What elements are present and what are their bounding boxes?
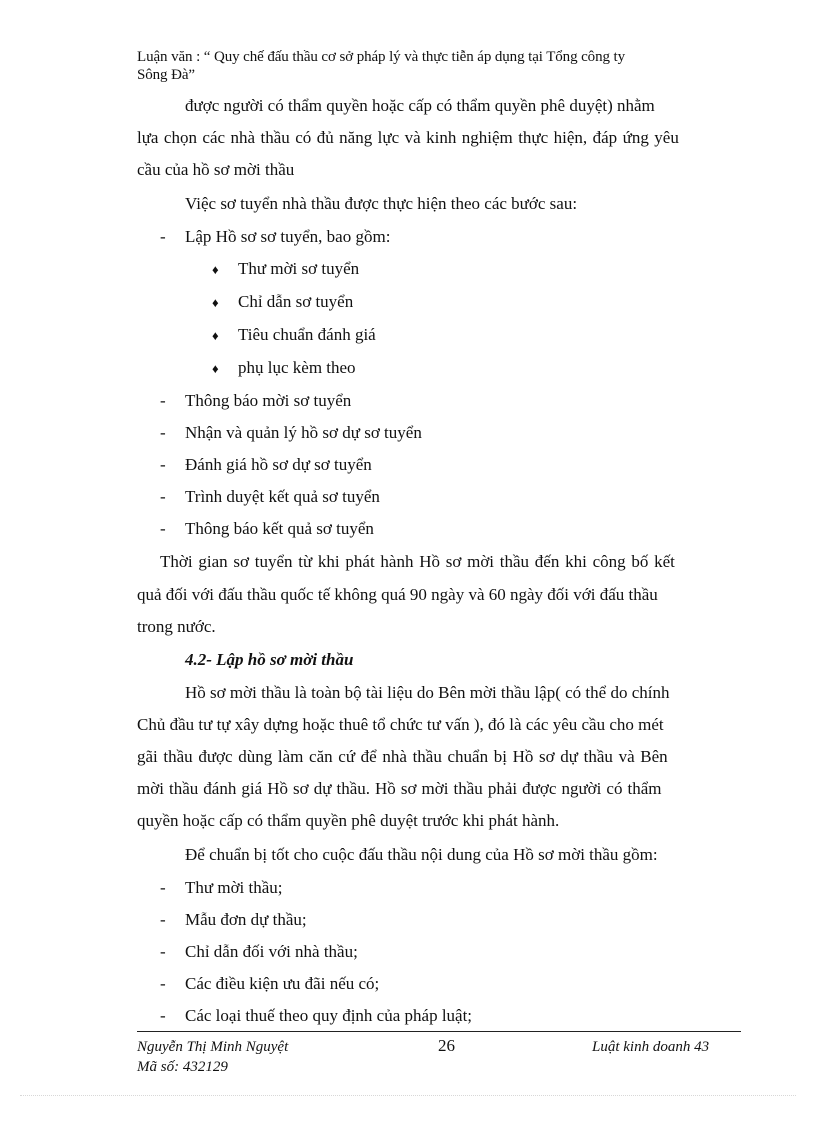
definition-line-1: Hồ sơ mời thầu là toàn bộ tài liệu do Bên mời thầu lập( có thể do chính [185,683,670,702]
step-text: Thông báo mời sơ tuyển [185,391,352,410]
timing-line-2: quả đối với đấu thầu quốc tế không quá 90 ngày và 60 ngày đối với đấu thầu [137,585,658,604]
dash-marker: - [160,878,166,897]
step-item [160,454,372,476]
intro-line-3: cầu của hồ sơ mời thầu [137,160,295,179]
intro-line-1: được người có thẩm quyền hoặc cấp có thẩm quyền phê duyệt) nhằm [185,96,655,115]
step-text: Đánh giá hồ sơ dự sơ tuyển [185,455,372,474]
dash-marker: - [160,487,166,506]
sub-item [212,291,353,314]
content-item [160,877,283,899]
footer-class: Luật kinh doanh 43 [592,1039,710,1055]
dash-marker: - [160,519,166,538]
diamond-bullet-icon: ♦ [212,328,219,343]
sub-item-text: phụ lục kèm theo [238,358,356,377]
intro-line-2: lựa chọn các nhà thầu có đủ năng lực và kinh nghiệm thực hiện, đáp ứng yêu [137,128,679,147]
content-text: Thư mời thầu; [185,878,283,897]
definition-line-5: quyền hoặc cấp có thẩm quyền phê duyệt trước khi phát hành. [137,811,560,830]
dash-marker: - [160,227,166,246]
footer-student-id: Mã số: 432129 [137,1059,228,1075]
content-text: Các loại thuế theo quy định của pháp luật; [185,1006,473,1025]
sub-item-text: Thư mời sơ tuyển [238,259,360,278]
content-text: Chỉ dẫn đối với nhà thầu; [185,942,358,961]
timing-line-3: trong nước. [137,617,216,636]
step-text: Thông báo kết quả sơ tuyển [185,519,374,538]
dash-marker: - [160,391,166,410]
dash-marker: - [160,423,166,442]
content-item [160,909,307,931]
footer-author: Nguyễn Thị Minh Nguyệt [137,1039,289,1055]
footer-rule [137,1031,741,1032]
step-item [160,390,351,412]
diamond-bullet-icon: ♦ [212,295,219,310]
step-item [160,518,374,540]
definition-line-4: mời thầu đánh giá Hồ sơ dự thầu. Hồ sơ mời thầu phải được người có thẩm [137,779,662,798]
sub-item [212,324,376,347]
dash-marker: - [160,942,166,961]
section-heading: 4.2- Lập hồ sơ mời thầu [185,650,354,669]
dash-marker: - [160,974,166,993]
content-item [160,973,379,995]
content-item [160,941,358,963]
step-item [160,422,422,444]
sub-item-text: Tiêu chuẩn đánh giá [238,325,376,344]
steps-intro: Việc sơ tuyển nhà thầu được thực hiện theo các bước sau: [185,194,578,213]
dash-marker: - [160,1006,166,1025]
step-text: Trình duyệt kết quả sơ tuyển [185,487,380,506]
content-text: Mẫu đơn dự thầu; [185,910,307,929]
header-line-2: Sông Đà” [137,67,195,83]
step-text: Nhận và quản lý hồ sơ dự sơ tuyển [185,423,422,442]
step-item [160,226,390,248]
definition-line-2: Chủ đầu tư tự xây dựng hoặc thuê tổ chức tư vấn ), đó là các yêu cầu cho mét [137,715,664,734]
timing-line-1: Thời gian sơ tuyển từ khi phát hành Hồ sơ mời thầu đến khi công bố kết [160,552,675,571]
dash-marker: - [160,910,166,929]
definition-line-3: gãi thầu được dùng làm căn cứ để nhà thầu chuẩn bị Hồ sơ dự thầu và Bên [137,747,668,766]
dash-marker: - [160,455,166,474]
running-header [137,48,747,84]
page-bottom-divider [20,1095,796,1096]
header-line-1: Luận văn : “ Quy chế đấu thầu cơ sở pháp lý và thực tiễn áp dụng tại Tổng công ty [137,49,625,65]
diamond-bullet-icon: ♦ [212,361,219,376]
contents-intro: Để chuẩn bị tốt cho cuộc đấu thầu nội dung của Hồ sơ mời thầu gồm: [185,845,658,864]
diamond-bullet-icon: ♦ [212,262,219,277]
sub-item-text: Chỉ dẫn sơ tuyển [238,292,354,311]
step-text: Lập Hồ sơ sơ tuyển, bao gồm: [185,227,391,246]
step-item [160,486,380,508]
content-item [160,1005,472,1027]
content-text: Các điều kiện ưu đãi nếu có; [185,974,380,993]
sub-item [212,357,356,380]
page-number: 26 [438,1036,455,1055]
sub-item [212,258,359,281]
